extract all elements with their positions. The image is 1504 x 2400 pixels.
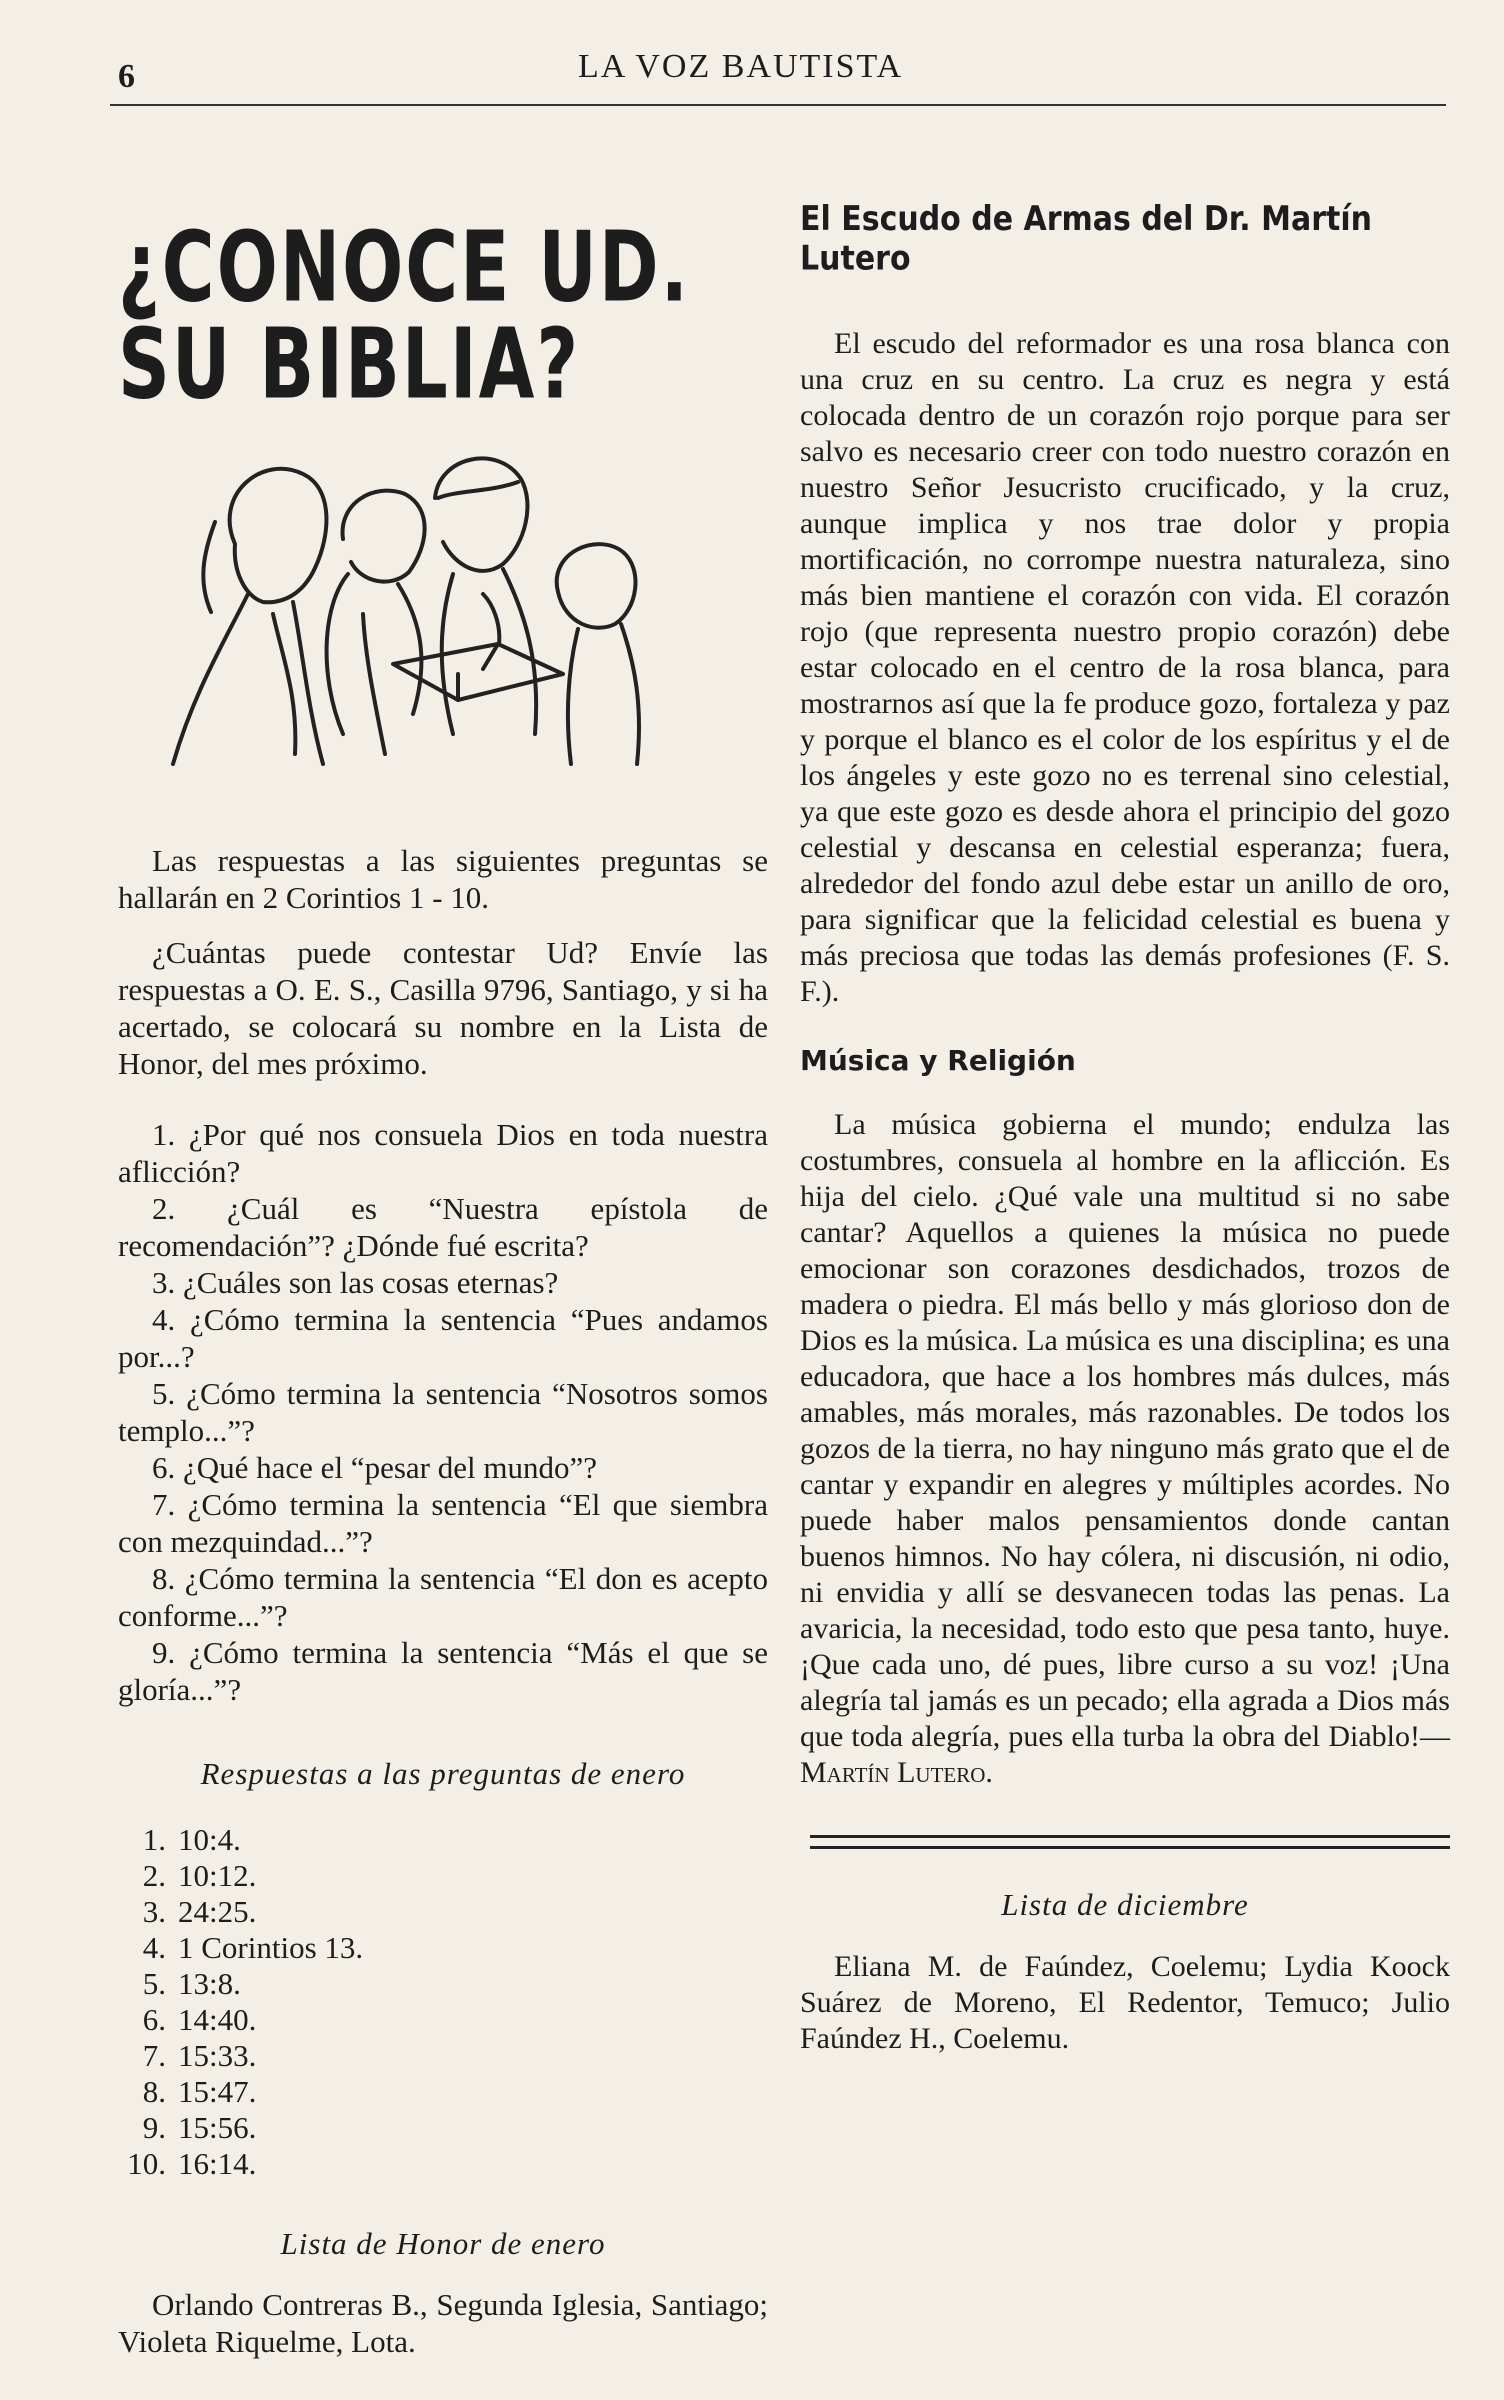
answer-10 bbox=[118, 2146, 768, 2182]
question-8: 8. ¿Cómo termina la sentencia “El don es acepto conforme...”? bbox=[118, 1561, 768, 1633]
answer-4 bbox=[118, 1930, 768, 1966]
answers-title: Respuestas a las preguntas de enero bbox=[200, 1756, 686, 1791]
answer-2 bbox=[118, 1858, 768, 1894]
question-1: 1. ¿Por qué nos consuela Dios en toda nuestra aflicción? bbox=[118, 1117, 768, 1189]
question-4: 4. ¿Cómo termina la sentencia “Pues andamos por...? bbox=[118, 1302, 768, 1374]
article-body-luther: El escudo del reformador es una rosa blanca con una cruz en su centro. La cruz es negra y está colocada dentro de un corazón rojo porque para ser salvo es necesario creer con todo nuestro corazón en nuestro Señor Jesucristo crucificado, y la cruz, aunque implica y nos trae dolor y propia mortificación, no corrompe nuestra naturaleza, sino más bien mantiene el corazón con vida. El corazón rojo (que representa nuestro propio corazón) debe estar colocado en el centro de la rosa blanca, para mostrarnos así que la fe produce gozo, fortaleza y paz y porque el blanco es el color de los espíritus y el de los ángeles y este gozo no es terrenal sino celestial, ya que este gozo es desde ahora el principio del gozo celestial y descansa en celestial esperanza; fuera, alrededor del fondo azul debe estar un anillo de oro, para significar que la felicidad celestial es buena y más preciosa que todas las demás profesiones (F. S. F.). bbox=[800, 327, 1450, 1008]
answer-1 bbox=[118, 1822, 768, 1858]
question-7: 7. ¿Cómo termina la sentencia “El que siembra con mezquindad...”? bbox=[118, 1487, 768, 1559]
answer-text: 24:25. bbox=[178, 1894, 257, 1929]
answer-number: 3. bbox=[142, 1894, 166, 1929]
answer-number: 1. bbox=[142, 1822, 166, 1857]
answer-number: 6. bbox=[142, 2002, 166, 2037]
question-list bbox=[118, 1116, 768, 1708]
quiz-instructions-text: ¿Cuántas puede contestar Ud? Envíe las respuestas a O. E. S., Casilla 9796, Santiago, y si ha acertado, se colocará su nombre en la Lista de Honor, del mes próximo. bbox=[118, 935, 768, 1081]
answer-text: 14:40. bbox=[178, 2002, 257, 2037]
left-column bbox=[118, 200, 768, 2360]
article-title-luther: El Escudo de Armas del Dr. Martín Lutero bbox=[800, 200, 1373, 279]
answer-8 bbox=[118, 2074, 768, 2110]
double-rule-divider bbox=[810, 1835, 1450, 1849]
question-9: 9. ¿Cómo termina la sentencia “Más el que se gloría...”? bbox=[118, 1635, 768, 1707]
answer-number: 8. bbox=[142, 2074, 166, 2109]
question-5: 5. ¿Cómo termina la sentencia “Nosotros somos templo...”? bbox=[118, 1376, 768, 1448]
page-number: 6 bbox=[118, 58, 135, 95]
question-3: 3. ¿Cuáles son las cosas eternas? bbox=[152, 1265, 559, 1300]
music-section-title: Música y Religión bbox=[800, 1044, 1076, 1077]
music-body-text: La música gobierna el mundo; endulza las costumbres, consuela al hombre en la aflicción. Es hija del cielo. ¿Qué vale una multitud si no sabe cantar? Aquellos a quienes la música no puede emocionar son corazones desdichados, trozos de madera o piedra. El más bello y más glorioso don de Dios es la música. La música es una disciplina; es una educadora, que hace a los hombres más dulces, más amables, más morales, más razonables. De todos los gozos de la tierra, no hay ninguno más grato que el de cantar y expandir en alegres y múltiples acordes. No puede haber malos pensamientos donde cantan buenos himnos. No hay cólera, ni discusión, ni odio, ni envidia y allí se desvanecen todas las penas. La avaricia, la necesidad, todo esto que pesa tanto, huye. ¡Que cada uno, dé pues, libre curso a su voz! ¡Una alegría tal jamás es un pecado; ella agrada a Dios más que toda alegría, pues ella turba la obra del Diablo!— bbox=[800, 1108, 1450, 1753]
answer-text: 1 Corintios 13. bbox=[178, 1930, 364, 1965]
answer-5 bbox=[118, 1966, 768, 2002]
answer-6 bbox=[118, 2002, 768, 2038]
music-signature: Martín Lutero. bbox=[800, 1756, 993, 1789]
question-6: 6. ¿Qué hace el “pesar del mundo”? bbox=[152, 1450, 597, 1485]
music-section-body bbox=[800, 1107, 1450, 1791]
answer-text: 15:56. bbox=[178, 2110, 257, 2145]
answer-9 bbox=[118, 2110, 768, 2146]
answer-text: 16:14. bbox=[178, 2146, 257, 2181]
december-list-text: Eliana M. de Faúndez, Coelemu; Lydia Koock Suárez de Moreno, El Redentor, Temuco; Julio Faúndez H., Coelemu. bbox=[800, 1950, 1450, 2055]
answer-text: 10:4. bbox=[178, 1822, 241, 1857]
answer-number: 9. bbox=[142, 2110, 166, 2145]
december-list-title: Lista de diciembre bbox=[1001, 1887, 1249, 1922]
question-2: 2. ¿Cuál es “Nuestra epístola de recomendación”? ¿Dónde fué escrita? bbox=[118, 1191, 768, 1263]
answer-number: 10. bbox=[127, 2146, 166, 2181]
answer-text: 13:8. bbox=[178, 1966, 241, 2001]
honor-list-text: Orlando Contreras B., Segunda Iglesia, Santiago; Violeta Riquelme, Lota. bbox=[118, 2287, 768, 2359]
header-rule bbox=[110, 104, 1446, 106]
honor-list-title: Lista de Honor de enero bbox=[280, 2226, 606, 2261]
running-head: LA VOZ BAUTISTA bbox=[578, 48, 904, 85]
answers-list bbox=[118, 1822, 768, 2182]
answer-text: 10:12. bbox=[178, 1858, 257, 1893]
answer-3 bbox=[118, 1894, 768, 1930]
answer-number: 2. bbox=[142, 1858, 166, 1893]
answer-number: 4. bbox=[142, 1930, 166, 1965]
answer-number: 7. bbox=[142, 2038, 166, 2073]
article-title-main: ¿CONOCE UD. SU BIBLIA? bbox=[118, 209, 690, 421]
answer-number: 5. bbox=[142, 1966, 166, 2001]
right-column bbox=[800, 200, 1450, 2057]
family-reading-bible-illustration bbox=[153, 434, 753, 774]
answer-text: 15:47. bbox=[178, 2074, 257, 2109]
answer-7 bbox=[118, 2038, 768, 2074]
quiz-intro-text: Las respuestas a las siguientes preguntas se hallarán en 2 Corintios 1 - 10. bbox=[118, 843, 768, 915]
answer-text: 15:33. bbox=[178, 2038, 257, 2073]
